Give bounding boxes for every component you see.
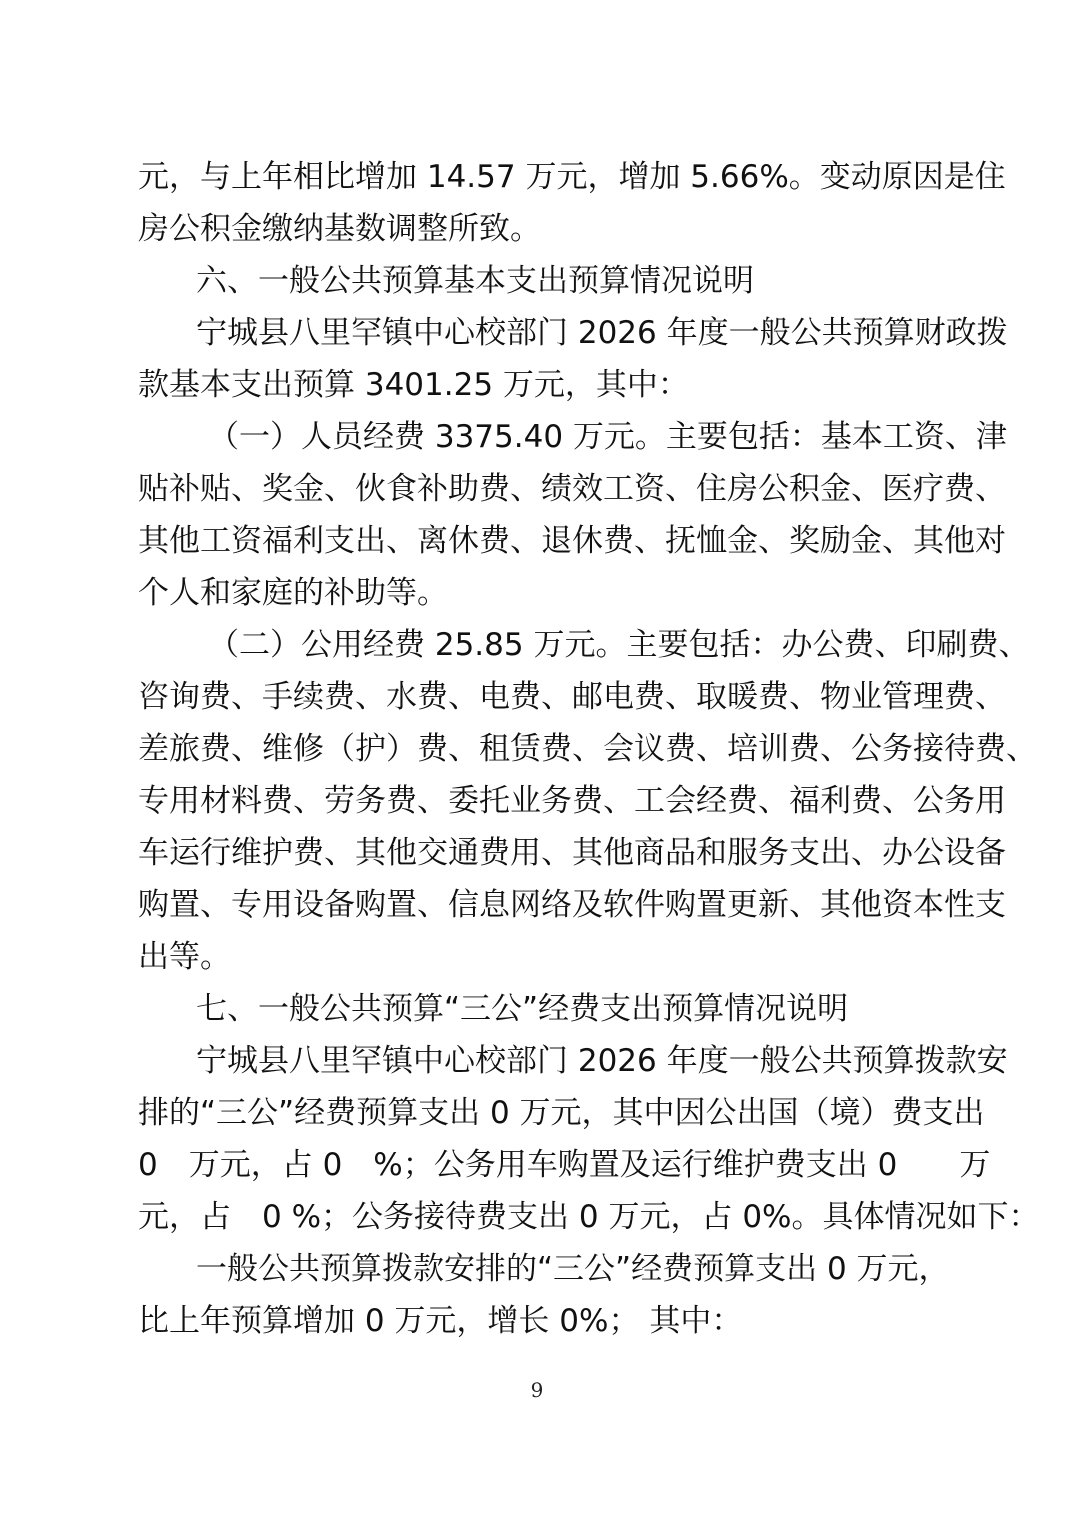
text-line-15: 购置、专用设备购置、信息网络及软件购置更新、其他资本性支 — [138, 887, 1006, 923]
text-line-19: 排的“三公”经费预算支出 0 万元，其中因公出国（境）费支出 — [138, 1095, 985, 1131]
text-line-13: 专用材料费、劳务费、委托业务费、工会经费、福利费、公务用 — [138, 783, 1006, 819]
text-line-21: 元，占 0 %；公务接待费支出 0 万元，占 0%。具体情况如下： — [138, 1199, 1040, 1235]
text-line-6: （一）人员经费 3375.40 万元。主要包括：基本工资、津 — [208, 419, 1007, 455]
page-number: 9 — [530, 1378, 544, 1402]
text-line-10: （二）公用经费 25.85 万元。主要包括：办公费、印刷费、 — [208, 627, 1030, 663]
text-line-11: 咨询费、手续费、水费、电费、邮电费、取暖费、物业管理费、 — [138, 679, 1006, 715]
text-line-9: 个人和家庭的补助等。 — [138, 575, 448, 611]
text-line-8: 其他工资福利支出、离休费、退休费、抚恤金、奖励金、其他对 — [138, 523, 1006, 559]
text-line-1: 元，与上年相比增加 14.57 万元，增加 5.66%。变动原因是住 — [138, 159, 1006, 195]
section-heading-6: 六、一般公共预算基本支出预算情况说明 — [196, 263, 754, 299]
text-line-18: 宁城县八里罕镇中心校部门 2026 年度一般公共预算拨款安 — [196, 1043, 1008, 1079]
text-line-22: 一般公共预算拨款安排的“三公”经费预算支出 0 万元， — [196, 1251, 950, 1287]
text-line-16: 出等。 — [138, 939, 231, 975]
text-line-23: 比上年预算增加 0 万元，增长 0%； 其中： — [138, 1303, 743, 1339]
text-line-2: 房公积金缴纳基数调整所致。 — [138, 211, 541, 247]
text-line-14: 车运行维护费、其他交通费用、其他商品和服务支出、办公设备 — [138, 835, 1006, 871]
text-line-7: 贴补贴、奖金、伙食补助费、绩效工资、住房公积金、医疗费、 — [138, 471, 1006, 507]
text-line-12: 差旅费、维修（护）费、租赁费、会议费、培训费、公务接待费、 — [138, 731, 1037, 767]
text-line-20: 0 万元，占 0 %；公务用车购置及运行维护费支出 0 万 — [138, 1147, 991, 1183]
text-line-4: 宁城县八里罕镇中心校部门 2026 年度一般公共预算财政拨 — [196, 315, 1008, 351]
section-heading-7: 七、一般公共预算“三公”经费支出预算情况说明 — [196, 991, 849, 1027]
text-line-5: 款基本支出预算 3401.25 万元，其中： — [138, 367, 689, 403]
